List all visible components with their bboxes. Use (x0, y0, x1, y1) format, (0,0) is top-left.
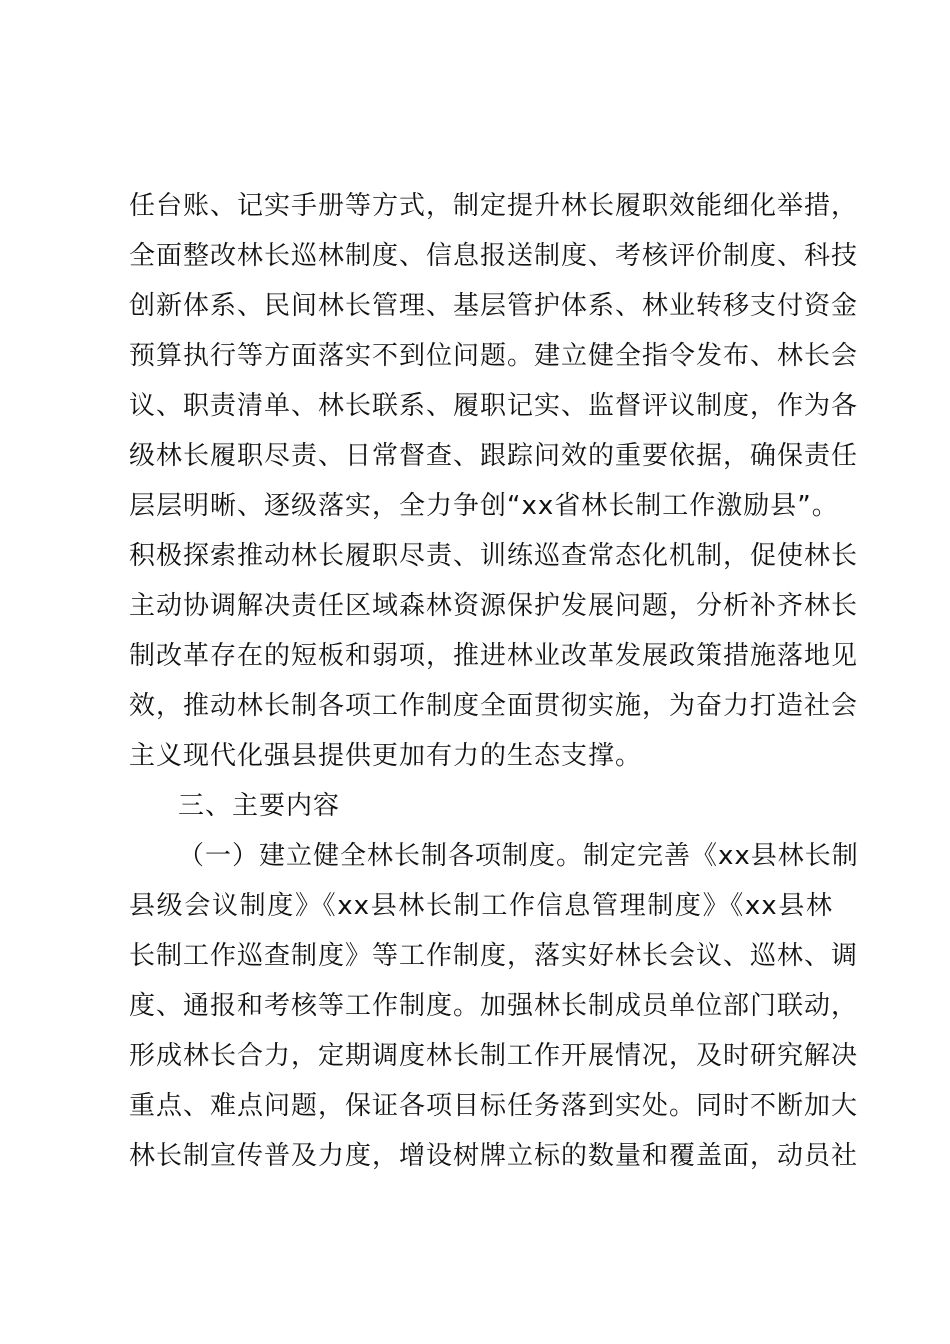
body-text-line: 县级会议制度》《xx县林长制工作信息管理制度》《xx县林 (129, 891, 833, 921)
body-text-line: 任台账、记实手册等方式，制定提升林长履职效能细化举措， (129, 191, 859, 221)
body-text-line: 形成林长合力，定期调度林长制工作开展情况，及时研究解决 (129, 1041, 859, 1071)
body-text-line: 全面整改林长巡林制度、信息报送制度、考核评价制度、科技 (129, 241, 859, 271)
subsection-heading-line: （一）建立健全林长制各项制度。制定完善《xx县林长制 (178, 841, 859, 871)
body-text-line: 主动协调解决责任区域森林资源保护发展问题，分析补齐林长 (129, 591, 859, 621)
body-text-line: 制改革存在的短板和弱项，推进林业改革发展政策措施落地见 (129, 641, 859, 671)
body-text-line: 林长制宣传普及力度，增设树牌立标的数量和覆盖面，动员社 (129, 1141, 859, 1171)
body-text-line: 预算执行等方面落实不到位问题。建立健全指令发布、林长会 (129, 341, 859, 371)
body-text-line: 重点、难点问题，保证各项目标任务落到实处。同时不断加大 (129, 1091, 859, 1121)
body-text-line: 层层明晰、逐级落实，全力争创“xx省林长制工作激励县”。 (129, 491, 839, 521)
body-text-line: 主义现代化强县提供更加有力的生态支撑。 (129, 741, 643, 771)
body-text-line: 效，推动林长制各项工作制度全面贯彻实施，为奋力打造社会 (129, 691, 859, 721)
body-text-line: 创新体系、民间林长管理、基层管护体系、林业转移支付资金 (129, 291, 859, 321)
body-text-line: 议、职责清单、林长联系、履职记实、监督评议制度，作为各 (129, 391, 859, 421)
body-text-line: 级林长履职尽责、日常督查、跟踪问效的重要依据，确保责任 (129, 441, 859, 471)
body-text-line: 长制工作巡查制度》等工作制度，落实好林长会议、巡林、调 (129, 941, 859, 971)
section-heading: 三、主要内容 (178, 791, 341, 821)
body-text-line: 度、通报和考核等工作制度。加强林长制成员单位部门联动， (129, 991, 859, 1021)
body-text-line: 积极探索推动林长履职尽责、训练巡查常态化机制，促使林长 (129, 541, 859, 571)
